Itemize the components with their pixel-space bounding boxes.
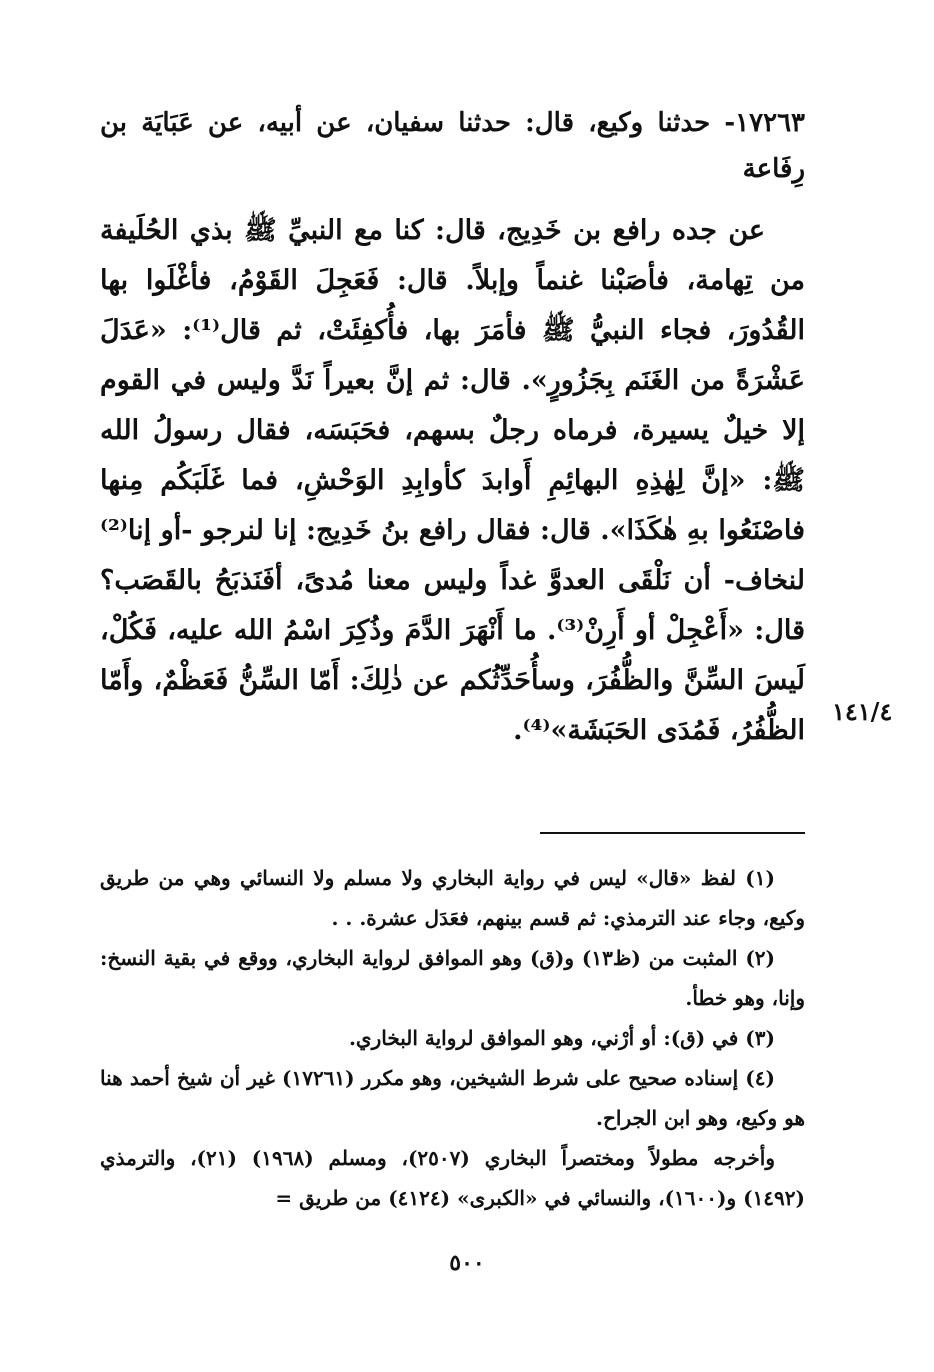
footnote-divider (540, 832, 805, 834)
footnote-3: (٣) في (ق): أو أرْني، وهو الموافق لرواية البخاري. (348, 1026, 775, 1050)
footnote-4-continuation: وأخرجه مطولاً ومختصراً البخاري (٢٥٠٧)، ومسلم (١٩٦٨) (٢١)، والترمذي (١٤٩٢) و(١٦٠٠)، والنسائي في «الكبرى» (٤١٢٤) من طريق = (100, 1146, 805, 1210)
hadith-body: عن جده رافع بن خَدِيج، قال: كنا مع النبيِّ ﷺ بذي الحُلَيفة من تِهامة، فأصَبْنا غنماً وإبلاً. قال: فَعَجِلَ القَوْمُ، فأغْلَوا بها القُدُورَ، فجاء النبيُّ ﷺ فأمَرَ بها، فأُكفِئَتْ، ثم قال⁽¹⁾: «عَدَلَ عَشْرَةً من الغَنَم بِجَزُورٍ». قال: ثم إنَّ بعيراً نَدَّ وليس في القوم إلا خيلٌ يسيرة، فرماه رجلٌ بسهم، فحَبَسَه، فقال رسولُ الله ﷺ: «إنَّ لِهٰذِهِ البهائِمِ أَوابدَ كأوابِدِ الوَحْشِ، فما غَلَبَكُم مِنها فاصْنَعُوا بهِ هٰكَذَا». قال: فقال رافع بنُ خَدِيج: إنا لنرجو -أو إنا⁽²⁾ لنخاف- أن نَلْقَى العدوَّ غداً وليس معنا مُدىً، أفَنَذبَحُ بالقَصَب؟ قال: «أَعْجِلْ أو أَرِنْ⁽³⁾. ما أَنْهَرَ الدَّمَ وذُكِرَ اسْمُ الله عليه، فَكُلْ، لَيسَ السِّنَّ والظُّفُرَ، وسأُحَدِّثُكم عن ذٰلِكَ: أَمّا السِّنُّ فَعَظْمٌ، وأَمّا الظُّفُرُ، فَمُدَى الحَبَشَة»⁽⁴⁾. (100, 215, 806, 746)
footnotes (100, 858, 805, 1218)
main-text (100, 100, 805, 756)
footnote-4: (٤) إسناده صحيح على شرط الشيخين، وهو مكرر (١٧٢٦١) غير أن شيخ أحمد هنا هو وكيع، وهو ابن الجراح. (100, 1066, 805, 1130)
page-number: ٥٠٠ (449, 1250, 485, 1276)
margin-reference: ١٤١/٤ (832, 697, 893, 726)
footnote-2: (٢) المثبت من (ظ١٣) و(ق) وهو الموافق لرواية البخاري، ووقع في بقية النسخ: وإنا، وهو خطأ. (100, 946, 805, 1010)
footnote-1: (١) لفظ «قال» ليس في رواية البخاري ولا مسلم ولا النسائي وهي من طريق وكيع، وجاء عند الترمذي: ثم قسم بينهم، فعَدَل عشرة. . . (100, 866, 805, 930)
hadith-heading: ١٧٢٦٣- حدثنا وكيع، قال: حدثنا سفيان، عن أبيه، عن عَبَايَة بن رِفَاعة (100, 108, 805, 184)
